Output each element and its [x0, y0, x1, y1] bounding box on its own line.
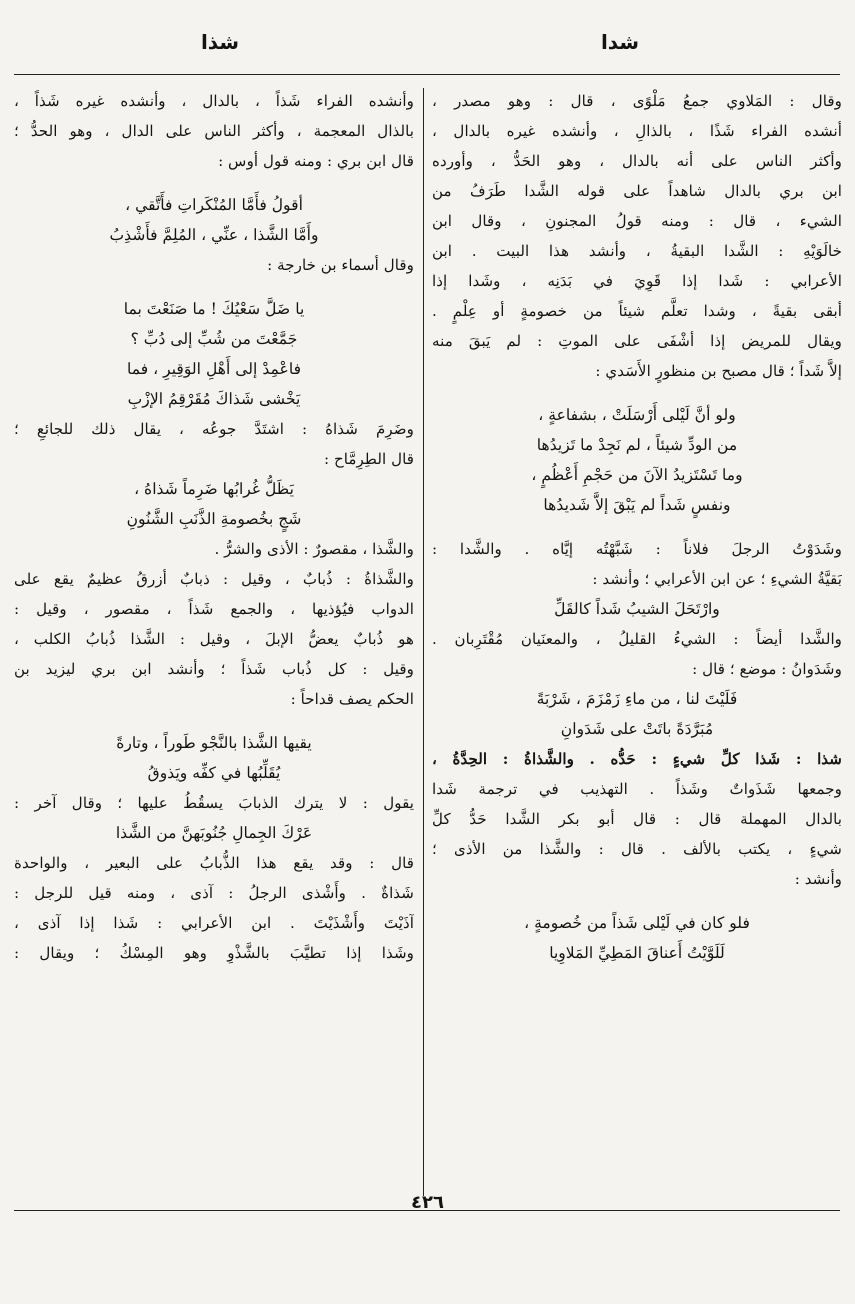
entry-headword-line: شذا : شَذا كلِّ شيءٍ : حَدُّه . والشَّذاةُ : الحِدَّةُ ، — [432, 750, 842, 768]
text-line: والشَّذا ، مقصورٌ : الأذى والشرُّ . — [214, 540, 414, 558]
verse-line: فاعْمِدْ إلى أَهْلِ الوَقِيرِ ، فما — [126, 360, 302, 378]
verse-line: وأَمَّا الشَّذا ، عنِّي ، المُلِمَّ فأَشْذِبُ — [109, 226, 319, 244]
text-line: الحكم يصف قداحاً : — [290, 690, 414, 708]
text-line: إلاَّ شَداً ؛ قال مصبح بن منظورٍ الأَسَدي : — [595, 362, 842, 380]
text-line: ابن بري بالدال شاهداً على قوله الشَّدا طَرَفُ من — [432, 182, 842, 200]
text-line: وشَدَوْتُ الرجلَ فلاناً : شَبَّهْتُه إيَّاه . والشَّدا : — [432, 540, 842, 558]
spacer — [432, 894, 842, 908]
text-line: وشَدَوانُ : موضع ؛ قال : — [692, 660, 842, 678]
spacer — [14, 280, 414, 294]
verse-line: يا ضَلَّ سَعْيُكَ ! ما صَنَعْتَ بما — [123, 300, 305, 318]
verse-line: ولو أنَّ لَيْلى أَرْسَلَتْ ، بشفاعةٍ ، — [538, 406, 736, 424]
spacer — [432, 520, 842, 534]
text-line: وجمعها شَذَواتٌ وشَذاً . التهذيب في ترجمة شَدا — [432, 780, 842, 798]
text-line: قال : وقد يقع هذا الذُّبابُ على البعير ، والواحدة — [14, 854, 414, 872]
verse-line: وارْتَحَلَ الشيبُ شَداً كالقَلِّ — [554, 600, 720, 618]
text-line: وقال أسماء بن خارجة : — [267, 256, 414, 274]
verse-line: من الودِّ شيئاً ، لم نَجِدْ ما تَزيدُها — [536, 436, 738, 454]
column-divider — [423, 88, 424, 1196]
text-line: الأعرابي : شَدا إذا قَوِيَ في بَدَنِه ، وشَدا إذا — [432, 272, 842, 290]
verse-line: عَرْكَ الجِمالِ جُنُوبَهنَّ من الشَّذا — [115, 824, 313, 842]
text-line: وأكثر الناس على أنه بالدال ، وهو الحَدُّ ، وأورده — [432, 152, 842, 170]
verse-line: فَلَيْتَ لنا ، من ماءِ زَمْزَمَ ، شَرْبَةً — [536, 690, 738, 708]
spacer — [432, 386, 842, 400]
text-line: وشَذا إذا تطيَّبَ بالشَّذْوِ وهو المِسْكُ ؛ ويقال : — [14, 944, 414, 962]
header-right-word: شدا — [600, 30, 640, 54]
verse-line: يَخْشى شَذاكَ مُقَرْقِمُ الإزْبِ — [127, 390, 301, 408]
text-line: ويقال للمريض إذا أشْفَى على الموتِ : لم يَبقَ منه — [432, 332, 842, 350]
text-line: بالذال المعجمة ، وأكثر الناس على الدال ، وهو الحدُّ ؛ — [14, 122, 414, 140]
text-line: وأنشده الفراء شَذاً ، بالدال ، وأنشده غيره شَذاً ، — [14, 92, 414, 110]
verse-line: شَجٍ بخُصومةِ الذَّنَبِ الشَّنُونِ — [126, 510, 302, 528]
verse-line: يقيها الشَّذا بالنَّجْو طَوراً ، وتارةً — [116, 734, 312, 752]
spacer — [14, 714, 414, 728]
right-column — [432, 86, 842, 1176]
header-left-word: شذا — [200, 30, 240, 54]
text-line: وضَرِمَ شَذاهُ : اشتَدَّ جوعُه ، يقال ذلك للجائعِ ؛ — [14, 420, 414, 438]
text-line: وأنشد : — [794, 870, 842, 888]
text-line: آذَيْتَ وأَشْذَيْتَ . ابن الأعرابي : شَذا إذا آذى ، — [14, 914, 414, 932]
text-line: قال ابن بري : ومنه قول أوس : — [218, 152, 414, 170]
text-line: خالَوَيْهِ : الشَّدا البقيةُ ، وأنشد هذا البيت . ابن — [432, 242, 842, 260]
text-line: هو ذُبابٌ يعضُّ الإبلَ ، وقيل : الشَّذا ذُبابُ الكلب ، — [14, 630, 414, 648]
text-line: والشَّذاةُ : ذُبابٌ ، وقيل : ذبابٌ أزرقُ عظيمٌ يقع على — [14, 570, 414, 588]
page-number: ٤٢٦ — [411, 1192, 444, 1213]
text-line: الشيء ، قال : ومنه قولُ المجنونِ ، وقال ابن — [432, 212, 842, 230]
text-line: والشَّدا أيضاً : الشيءُ القليلُ ، والمعنَيان مُقْتَرِبان . — [432, 630, 842, 648]
verse-line: أقولُ فأَمَّا المُنْكَراتِ فأَتَّقي ، — [125, 196, 303, 214]
text-line: أنشده الفراء شَذًا ، بالذالِ ، وأنشده غيره بالدال ، — [432, 122, 842, 140]
text-line: شَذاةٌ . وأَشْذى الرجلُ : آذى ، ومنه قيل للرجل : — [14, 884, 414, 902]
text-line: يقول : لا يترك الذبابَ يسقُطُ عليها ؛ وقال آخر : — [14, 794, 414, 812]
verse-line: يُقَلِّبُها في كفِّه ويَذوقُ — [147, 764, 281, 782]
left-column — [14, 86, 414, 1176]
top-rule — [14, 74, 840, 75]
verse-line: مُبَرَّدَةً باتَتْ على شَدَوانِ — [560, 720, 714, 738]
verse-line: جَمَّعْتَ من شُبِّ إلى دُبِّ ؟ — [130, 330, 298, 348]
verse-line: ونفسٍ شَداً لم يَبْقَ إلاَّ شَديدُها — [543, 496, 731, 514]
text-line: وقال : المَلاوي جمعُ مَلْوًى ، قال : وهو مصدر ، — [432, 92, 842, 110]
verse-line: فلو كان في لَيْلى شَذاً من خُصومةٍ ، — [524, 914, 750, 932]
verse-line: يَظَلُّ غُرابُها ضَرِماً شَذاهُ ، — [134, 480, 294, 498]
verse-line: لَلَوَّيْتُ أَعناقَ المَطِيِّ المَلاوِيا — [549, 944, 725, 962]
text-line: وقيل : كل ذُباب شَذاً ؛ وأنشد ابن بري ليزيد بن — [14, 660, 414, 678]
text-line: الدواب فيُؤذيها ، والجمع شَذاً ، مقصور ، وقيل : — [14, 600, 414, 618]
text-line: قال الطِرِمَّاح : — [324, 450, 414, 468]
text-line: شيءٍ ، يكتب بالألف . قال : والشَّذا من الأذى ؛ — [432, 840, 842, 858]
spacer — [14, 176, 414, 190]
text-line: بالدال المهملة قال : قال أبو بكر الشَّدا حَدُّ كلِّ — [432, 810, 842, 828]
verse-line: وما تَسْتَزيدُ الآنَ من حَجْمِ أَعْظُمٍ ، — [531, 466, 743, 484]
text-line: أبقى بقيةً ، وشدا تعلَّم شيئاً من خصومةٍ أو عِلْمٍ . — [432, 302, 842, 320]
text-line: بَقيَّةُ الشيءِ ؛ عن ابن الأعرابي ؛ وأنشد : — [592, 570, 842, 588]
